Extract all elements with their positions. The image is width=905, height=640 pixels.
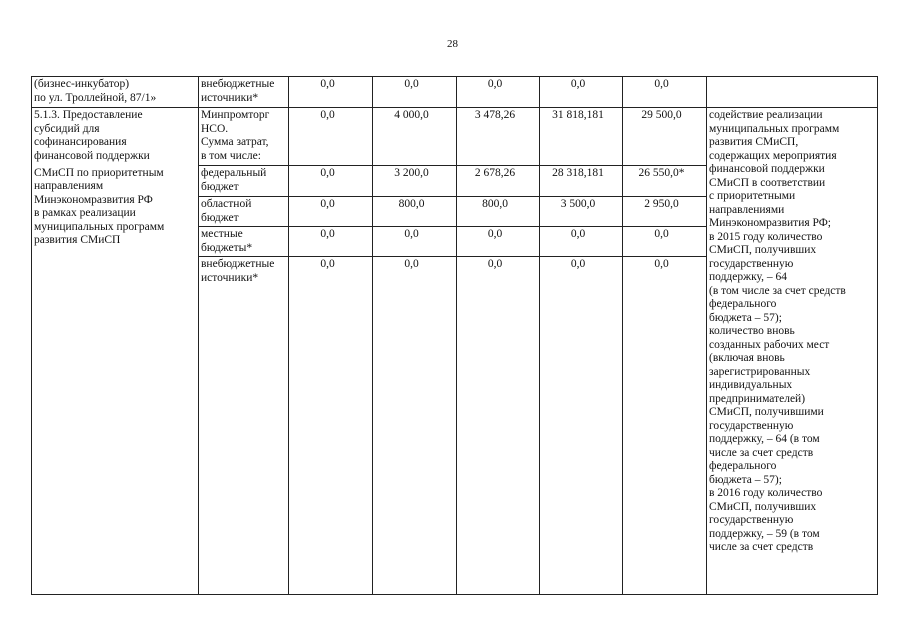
value-cell: 4 000,0 — [373, 108, 457, 166]
text-line: бюджет — [201, 211, 239, 224]
text-line: созданных рабочих мест — [709, 338, 830, 351]
text-line: количество вновь — [709, 325, 795, 337]
text-line: федеральный — [201, 167, 267, 179]
text-line: в рамках реализации — [34, 207, 136, 219]
value-cell: 0,0 — [457, 227, 540, 257]
value-cell: 0,0 — [373, 227, 457, 257]
value-cell: 3 478,26 — [457, 108, 540, 166]
text-line: направлениям — [34, 180, 104, 192]
value-cell: 0,0 — [457, 257, 540, 595]
text-line: федерального — [709, 298, 777, 310]
text-line: источники* — [201, 271, 259, 284]
text-line: СМиСП, получивших — [709, 244, 817, 256]
text-line: содержащих мероприятия — [709, 149, 837, 162]
value-cell: 26 550,0* — [623, 166, 707, 197]
text-line: предпринимателей) — [709, 392, 806, 405]
value-cell: 0,0 — [289, 227, 373, 257]
value-cell: 0,0 — [623, 227, 707, 257]
text-line: муниципальных программ — [709, 122, 840, 135]
item-title-top — [32, 108, 199, 166]
text-line: бюджет — [201, 180, 239, 193]
text-line: в том числе: — [201, 149, 261, 162]
value-cell: 0,0 — [289, 77, 373, 108]
value-cell: 0,0 — [289, 257, 373, 595]
table-row — [32, 108, 878, 166]
text-line: бюджеты* — [201, 241, 253, 254]
text-line: Минэкономразвития РФ — [34, 193, 153, 206]
text-line: поддержку, – 59 (в том — [709, 527, 820, 540]
prev-item-result — [707, 77, 878, 108]
text-line: поддержку, – 64 (в том — [709, 433, 820, 445]
text-line: государственную — [709, 257, 794, 270]
text-line: СМиСП, получившими — [709, 406, 824, 418]
value-cell: 29 500,0 — [623, 108, 707, 166]
text-line: бюджета – 57); — [709, 473, 782, 486]
text-line: субсидий для — [34, 122, 100, 135]
expected-results — [707, 108, 878, 595]
text-line: в 2015 году количество — [709, 230, 823, 243]
value-cell: 0,0 — [289, 166, 373, 197]
value-cell: 0,0 — [373, 77, 457, 108]
text-line: с приоритетными — [709, 190, 796, 202]
funding-source — [199, 108, 289, 166]
text-line: источники* — [201, 91, 259, 104]
value-cell: 0,0 — [373, 257, 457, 595]
text-line: местные — [201, 228, 243, 240]
program-table — [31, 76, 878, 595]
text-line: (бизнес-инкубатор) — [34, 78, 130, 90]
value-cell: 3 500,0 — [540, 197, 623, 227]
value-cell: 0,0 — [540, 77, 623, 108]
value-cell: 2 678,26 — [457, 166, 540, 197]
text-line: внебюджетные — [201, 258, 275, 270]
value-cell: 31 818,181 — [540, 108, 623, 166]
text-line: финансовой поддержки — [709, 163, 825, 175]
text-line: индивидуальных — [709, 379, 793, 391]
text-line: в 2016 году количество — [709, 487, 823, 499]
page-number: 28 — [447, 38, 458, 50]
table-row — [32, 77, 878, 108]
text-line: числе за счет средств — [709, 446, 814, 459]
value-cell: 3 200,0 — [373, 166, 457, 197]
value-cell: 800,0 — [457, 197, 540, 227]
text-line: (включая вновь — [709, 352, 785, 364]
text-line: бюджета – 57); — [709, 311, 782, 324]
value-cell: 0,0 — [289, 108, 373, 166]
funding-source — [199, 197, 289, 227]
text-line: государственную — [709, 419, 794, 432]
item-title-bottom — [32, 166, 199, 595]
funding-source — [199, 257, 289, 595]
text-line: финансовой поддержки — [34, 149, 150, 162]
value-cell: 0,0 — [289, 197, 373, 227]
text-line: муниципальных программ — [34, 220, 165, 233]
text-line: зарегистрированных — [709, 365, 811, 378]
value-cell: 28 318,181 — [540, 166, 623, 197]
text-line: Минэкономразвития РФ; — [709, 217, 831, 229]
value-cell: 0,0 — [623, 77, 707, 108]
text-line: числе за счет средств — [709, 541, 814, 553]
text-line: внебюджетные — [201, 78, 275, 90]
text-line: федерального — [709, 460, 777, 472]
text-line: развития СМиСП — [34, 234, 121, 246]
text-line: развития СМиСП, — [709, 136, 799, 148]
funding-source — [199, 166, 289, 197]
prev-item-source — [199, 77, 289, 108]
value-cell: 0,0 — [540, 257, 623, 595]
text-line: НСО. — [201, 122, 229, 135]
text-line: 5.1.3. Предоставление — [34, 109, 143, 121]
text-line: по ул. Троллейной, 87/1» — [34, 91, 157, 104]
text-line: (в том числе за счет средств — [709, 284, 846, 297]
text-line: Минпромторг — [201, 109, 270, 121]
text-line: СМиСП по приоритетным — [34, 166, 164, 179]
text-line: СМиСП в соответствии — [709, 176, 826, 189]
text-line: софинансирования — [34, 136, 127, 148]
text-line: поддержку, – 64 — [709, 271, 787, 283]
text-line: Сумма затрат, — [201, 136, 269, 148]
value-cell: 0,0 — [540, 227, 623, 257]
value-cell: 800,0 — [373, 197, 457, 227]
value-cell: 0,0 — [457, 77, 540, 108]
text-line: содействие реализации — [709, 109, 823, 121]
text-line: направлениями — [709, 203, 785, 216]
funding-source — [199, 227, 289, 257]
value-cell: 0,0 — [623, 257, 707, 595]
text-line: областной — [201, 198, 252, 210]
text-line: СМиСП, получивших — [709, 500, 817, 513]
text-line: государственную — [709, 514, 794, 526]
value-cell: 2 950,0 — [623, 197, 707, 227]
prev-item-title — [32, 77, 199, 108]
